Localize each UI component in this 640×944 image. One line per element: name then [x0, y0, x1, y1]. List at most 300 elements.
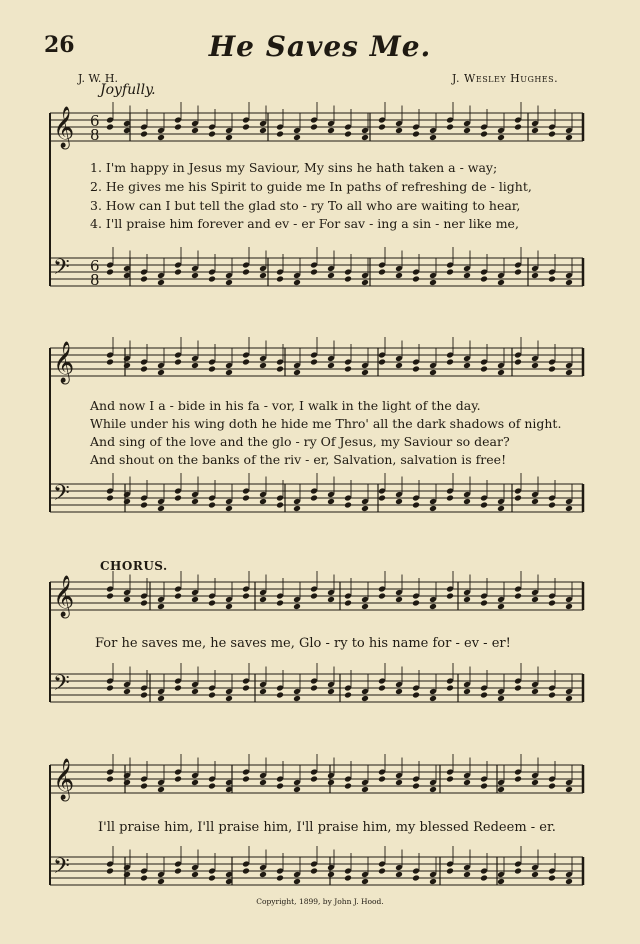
note-head: [361, 695, 369, 702]
note-head: [225, 786, 233, 793]
note-head: [208, 502, 216, 509]
note-head: [548, 868, 556, 875]
note-head: [565, 695, 573, 702]
note-head: [191, 864, 199, 871]
note-head: [259, 864, 267, 871]
note-head: [412, 359, 420, 366]
note-head: [293, 786, 301, 793]
note-head: [531, 589, 539, 596]
note-head: [548, 269, 556, 276]
note-head: [344, 868, 352, 875]
note-head: [106, 593, 114, 600]
note-head: [412, 366, 420, 373]
note-head: [327, 265, 335, 272]
note-head: [174, 495, 182, 502]
note-head: [514, 124, 522, 131]
note-head: [293, 134, 301, 141]
verse-line-2a: 2. He gives me his Spirit to guide me In paths of refreshing de - light,: [90, 179, 532, 194]
note-head: [361, 786, 369, 793]
note-head: [157, 688, 165, 695]
note-head: [531, 498, 539, 505]
note-head: [361, 505, 369, 512]
note-head: [208, 875, 216, 882]
note-head: [157, 369, 165, 376]
bass-clef: 𝄢: [53, 481, 70, 511]
note-head: [429, 688, 437, 695]
note-head: [565, 272, 573, 279]
note-head: [497, 505, 505, 512]
note-head: [191, 272, 199, 279]
note-head: [446, 685, 454, 692]
note-head: [225, 779, 233, 786]
treble-clef: 𝄞: [53, 759, 75, 800]
note-head: [310, 678, 318, 685]
note-head: [242, 262, 250, 269]
note-head: [565, 134, 573, 141]
note-head: [327, 362, 335, 369]
note-head: [497, 498, 505, 505]
note-head: [225, 498, 233, 505]
note-head: [344, 776, 352, 783]
note-head: [531, 127, 539, 134]
time-signature: 6: [90, 257, 100, 275]
note-head: [395, 265, 403, 272]
note-head: [106, 685, 114, 692]
note-head: [548, 366, 556, 373]
note-head: [548, 600, 556, 607]
note-head: [429, 272, 437, 279]
note-head: [463, 596, 471, 603]
note-head: [429, 279, 437, 286]
note-head: [378, 124, 386, 131]
note-head: [395, 681, 403, 688]
note-head: [174, 776, 182, 783]
note-head: [429, 134, 437, 141]
note-head: [395, 355, 403, 362]
note-head: [531, 355, 539, 362]
note-head: [565, 603, 573, 610]
note-head: [208, 783, 216, 790]
note-head: [276, 685, 284, 692]
note-head: [259, 681, 267, 688]
note-head: [191, 127, 199, 134]
note-head: [361, 871, 369, 878]
note-head: [480, 776, 488, 783]
note-head: [531, 362, 539, 369]
note-head: [480, 276, 488, 283]
note-head: [344, 131, 352, 138]
note-head: [429, 871, 437, 878]
note-head: [480, 685, 488, 692]
note-head: [242, 269, 250, 276]
note-head: [123, 871, 131, 878]
note-head: [242, 495, 250, 502]
note-head: [140, 269, 148, 276]
note-head: [225, 688, 233, 695]
note-head: [548, 359, 556, 366]
note-head: [157, 779, 165, 786]
note-head: [293, 779, 301, 786]
note-head: [565, 871, 573, 878]
note-head: [565, 688, 573, 695]
note-head: [310, 868, 318, 875]
note-head: [412, 124, 420, 131]
note-head: [140, 359, 148, 366]
note-head: [242, 678, 250, 685]
note-head: [157, 505, 165, 512]
note-head: [140, 600, 148, 607]
note-head: [463, 491, 471, 498]
note-head: [463, 864, 471, 871]
note-head: [548, 685, 556, 692]
note-head: [225, 127, 233, 134]
note-head: [157, 786, 165, 793]
note-head: [548, 276, 556, 283]
note-head: [174, 769, 182, 776]
note-head: [106, 769, 114, 776]
note-head: [259, 265, 267, 272]
note-head: [514, 352, 522, 359]
note-head: [276, 366, 284, 373]
note-head: [225, 603, 233, 610]
note-head: [480, 359, 488, 366]
note-head: [276, 269, 284, 276]
note-head: [344, 875, 352, 882]
note-head: [497, 362, 505, 369]
note-head: [259, 120, 267, 127]
note-head: [123, 265, 131, 272]
note-head: [463, 589, 471, 596]
note-head: [361, 279, 369, 286]
note-head: [378, 359, 386, 366]
note-head: [140, 502, 148, 509]
note-head: [480, 131, 488, 138]
note-head: [191, 265, 199, 272]
note-head: [412, 495, 420, 502]
note-head: [242, 868, 250, 875]
note-head: [157, 695, 165, 702]
note-head: [208, 366, 216, 373]
note-head: [497, 369, 505, 376]
note-head: [412, 868, 420, 875]
note-head: [191, 120, 199, 127]
note-head: [446, 769, 454, 776]
note-head: [395, 772, 403, 779]
note-head: [446, 488, 454, 495]
note-head: [242, 769, 250, 776]
note-head: [531, 265, 539, 272]
note-head: [276, 124, 284, 131]
note-head: [106, 776, 114, 783]
note-head: [412, 875, 420, 882]
note-head: [548, 783, 556, 790]
note-head: [344, 783, 352, 790]
note-head: [548, 495, 556, 502]
note-head: [361, 878, 369, 885]
note-head: [208, 692, 216, 699]
note-head: [310, 488, 318, 495]
note-head: [259, 596, 267, 603]
note-head: [276, 359, 284, 366]
note-head: [140, 868, 148, 875]
note-head: [123, 120, 131, 127]
note-head: [106, 262, 114, 269]
note-head: [514, 685, 522, 692]
note-head: [259, 498, 267, 505]
note-head: [446, 269, 454, 276]
note-head: [242, 124, 250, 131]
note-head: [361, 127, 369, 134]
note-head: [157, 878, 165, 885]
note-head: [412, 593, 420, 600]
note-head: [242, 488, 250, 495]
note-head: [174, 593, 182, 600]
note-head: [531, 272, 539, 279]
note-head: [123, 864, 131, 871]
note-head: [208, 685, 216, 692]
note-head: [327, 120, 335, 127]
note-head: [242, 586, 250, 593]
note-head: [276, 593, 284, 600]
note-head: [293, 871, 301, 878]
note-head: [565, 369, 573, 376]
note-head: [565, 362, 573, 369]
note-head: [310, 262, 318, 269]
note-head: [395, 362, 403, 369]
note-head: [242, 593, 250, 600]
note-head: [225, 362, 233, 369]
note-head: [446, 352, 454, 359]
note-head: [225, 279, 233, 286]
note-head: [140, 495, 148, 502]
note-head: [208, 776, 216, 783]
note-head: [480, 600, 488, 607]
hymn-title: He Saves Me.: [208, 30, 432, 63]
note-head: [140, 692, 148, 699]
note-head: [344, 124, 352, 131]
note-head: [480, 124, 488, 131]
note-head: [242, 359, 250, 366]
verse-line-3a: 3. How can I but tell the glad sto - ry To all who are waiting to hear,: [90, 198, 521, 213]
note-head: [531, 491, 539, 498]
note-head: [106, 861, 114, 868]
page-number: 26: [44, 32, 75, 58]
note-head: [327, 589, 335, 596]
note-head: [514, 262, 522, 269]
note-head: [344, 276, 352, 283]
note-head: [140, 124, 148, 131]
note-head: [157, 272, 165, 279]
note-head: [446, 124, 454, 131]
note-head: [497, 596, 505, 603]
note-head: [395, 871, 403, 878]
note-head: [123, 362, 131, 369]
note-head: [208, 600, 216, 607]
note-head: [480, 593, 488, 600]
note-head: [225, 695, 233, 702]
note-head: [395, 589, 403, 596]
note-head: [140, 783, 148, 790]
note-head: [106, 117, 114, 124]
note-head: [293, 695, 301, 702]
note-head: [514, 678, 522, 685]
note-head: [123, 772, 131, 779]
verse-line-1b: And now I a - bide in his fa - vor, I walk in the light of the day.: [90, 398, 481, 413]
note-head: [361, 498, 369, 505]
note-head: [208, 359, 216, 366]
note-head: [191, 362, 199, 369]
note-head: [123, 491, 131, 498]
note-head: [157, 596, 165, 603]
note-head: [157, 498, 165, 505]
note-head: [378, 593, 386, 600]
note-head: [531, 864, 539, 871]
note-head: [531, 779, 539, 786]
note-head: [446, 359, 454, 366]
note-head: [514, 776, 522, 783]
note-head: [310, 685, 318, 692]
note-head: [378, 776, 386, 783]
verse-line-1a: 1. I'm happy in Jesus my Saviour, My sins he hath taken a - way;: [90, 160, 498, 175]
time-signature: 6: [90, 112, 100, 130]
note-head: [497, 127, 505, 134]
note-head: [378, 117, 386, 124]
note-head: [157, 134, 165, 141]
note-head: [140, 276, 148, 283]
note-head: [327, 596, 335, 603]
note-head: [446, 117, 454, 124]
note-head: [463, 498, 471, 505]
note-head: [259, 772, 267, 779]
note-head: [429, 369, 437, 376]
note-head: [361, 779, 369, 786]
note-head: [412, 276, 420, 283]
note-head: [412, 776, 420, 783]
note-head: [480, 366, 488, 373]
note-head: [344, 359, 352, 366]
note-head: [378, 586, 386, 593]
note-head: [242, 861, 250, 868]
note-head: [191, 871, 199, 878]
note-head: [242, 685, 250, 692]
note-head: [361, 362, 369, 369]
treble-clef: 𝄞: [53, 342, 75, 383]
note-head: [191, 772, 199, 779]
note-head: [140, 131, 148, 138]
note-head: [174, 352, 182, 359]
note-head: [378, 678, 386, 685]
note-head: [480, 692, 488, 699]
note-head: [191, 688, 199, 695]
note-head: [446, 678, 454, 685]
note-head: [344, 502, 352, 509]
note-head: [310, 586, 318, 593]
note-head: [327, 871, 335, 878]
note-head: [514, 488, 522, 495]
chorus-lyric-1: For he saves me, he saves me, Glo - ry to his name for - ev - er!: [95, 636, 511, 651]
tempo-marking: Joyfully.: [100, 82, 156, 98]
note-head: [565, 498, 573, 505]
note-head: [565, 779, 573, 786]
note-head: [174, 262, 182, 269]
note-head: [531, 681, 539, 688]
note-head: [378, 262, 386, 269]
copyright-notice: Copyright, 1899, by John J. Hood.: [256, 897, 384, 906]
note-head: [429, 505, 437, 512]
note-head: [327, 772, 335, 779]
note-head: [106, 359, 114, 366]
note-head: [259, 272, 267, 279]
note-head: [259, 127, 267, 134]
note-head: [327, 355, 335, 362]
note-head: [225, 596, 233, 603]
note-head: [225, 134, 233, 141]
note-head: [463, 779, 471, 786]
note-head: [225, 871, 233, 878]
note-head: [259, 871, 267, 878]
note-head: [395, 120, 403, 127]
note-head: [327, 688, 335, 695]
note-head: [395, 127, 403, 134]
note-head: [429, 498, 437, 505]
note-head: [310, 352, 318, 359]
note-head: [412, 502, 420, 509]
note-head: [191, 355, 199, 362]
note-head: [106, 868, 114, 875]
note-head: [123, 688, 131, 695]
note-head: [344, 269, 352, 276]
note-head: [174, 685, 182, 692]
note-head: [395, 272, 403, 279]
note-head: [242, 776, 250, 783]
note-head: [497, 779, 505, 786]
note-head: [412, 600, 420, 607]
note-head: [565, 127, 573, 134]
note-head: [310, 769, 318, 776]
note-head: [565, 596, 573, 603]
note-head: [157, 603, 165, 610]
note-head: [548, 131, 556, 138]
note-head: [208, 276, 216, 283]
note-head: [446, 861, 454, 868]
note-head: [412, 783, 420, 790]
note-head: [463, 120, 471, 127]
note-head: [514, 269, 522, 276]
note-head: [174, 124, 182, 131]
note-head: [429, 695, 437, 702]
note-head: [225, 272, 233, 279]
note-head: [378, 769, 386, 776]
note-head: [463, 362, 471, 369]
note-head: [140, 875, 148, 882]
note-head: [157, 127, 165, 134]
note-head: [446, 868, 454, 875]
note-head: [497, 871, 505, 878]
note-head: [565, 505, 573, 512]
note-head: [327, 127, 335, 134]
note-head: [531, 871, 539, 878]
note-head: [446, 586, 454, 593]
note-head: [259, 355, 267, 362]
note-head: [412, 685, 420, 692]
bass-clef: 𝄢: [53, 854, 70, 884]
note-head: [514, 586, 522, 593]
note-head: [293, 272, 301, 279]
note-head: [548, 776, 556, 783]
note-head: [157, 362, 165, 369]
note-head: [514, 495, 522, 502]
note-head: [548, 692, 556, 699]
